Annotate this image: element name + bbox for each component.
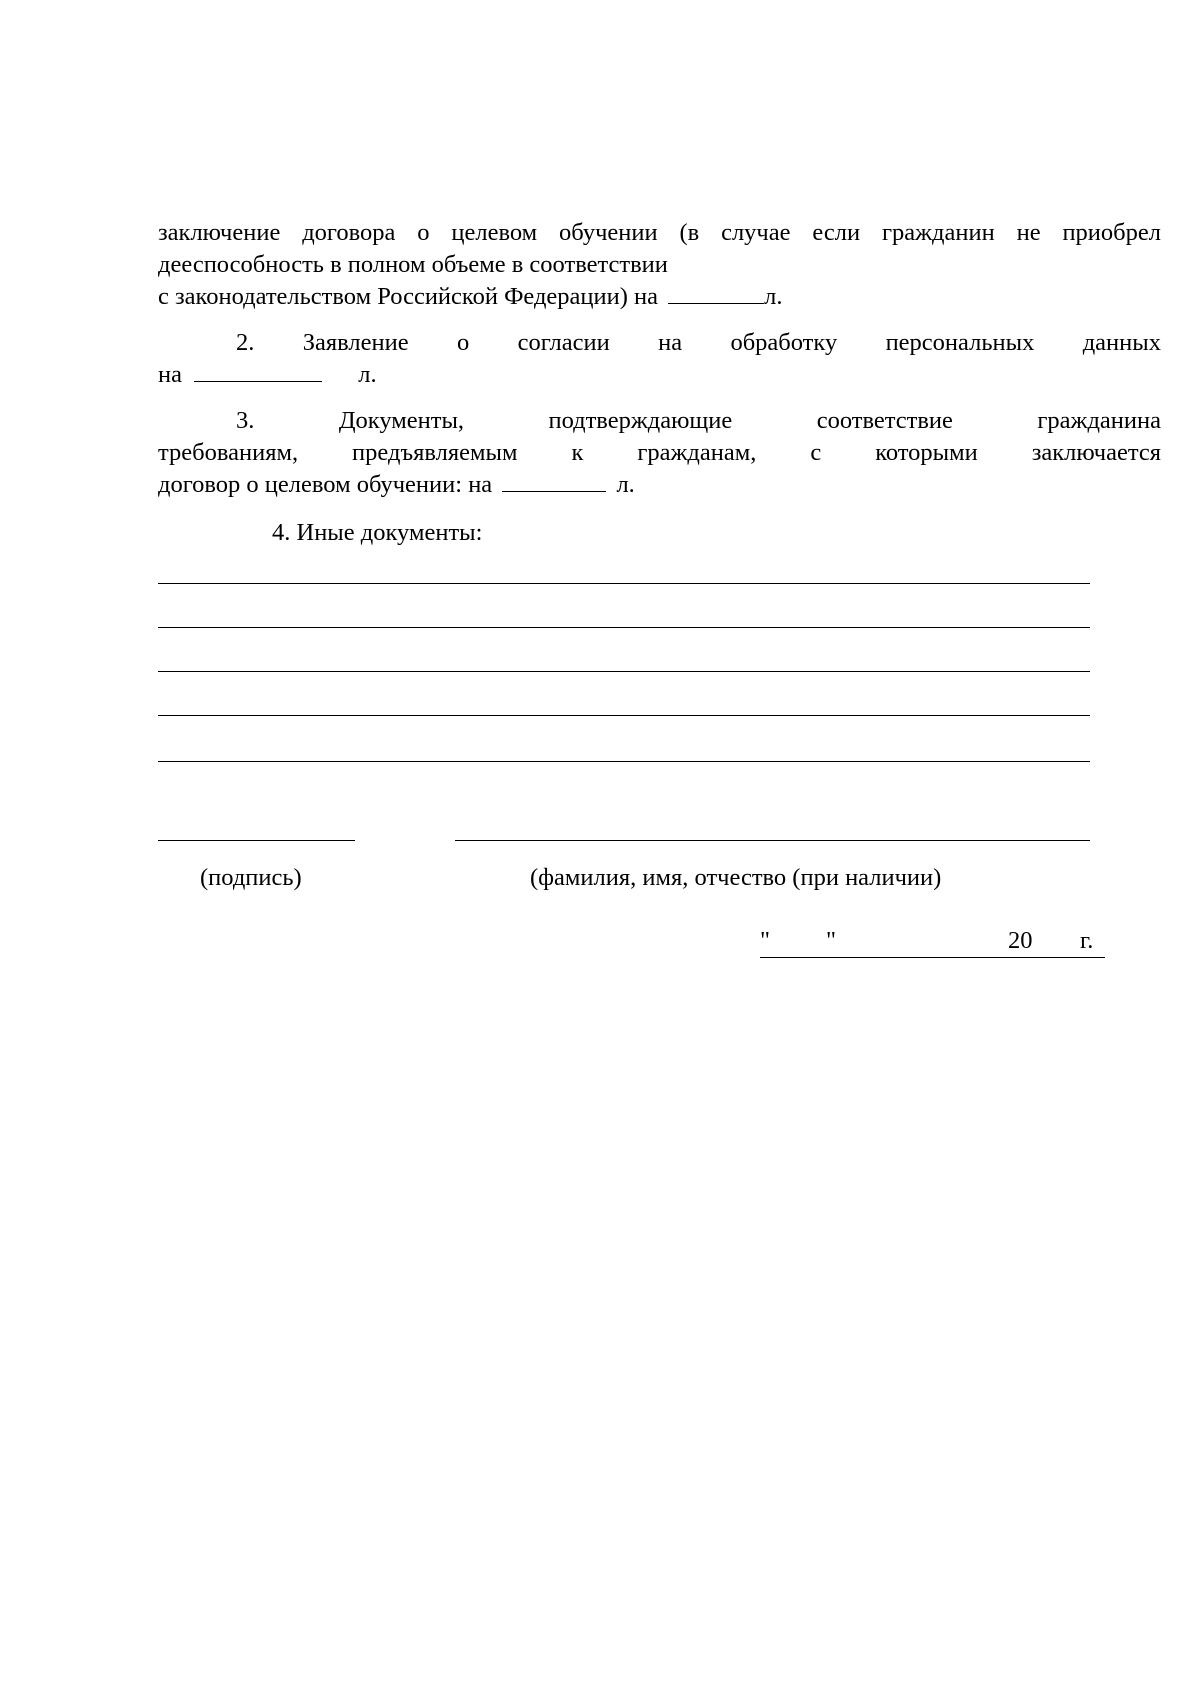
paragraph-1-line-2: дееспособность в полном объеме в соответствии [158,251,668,278]
item-4-label: 4. Иные документы: [272,519,483,546]
date-field[interactable] [760,925,1105,958]
other-documents-line-5[interactable] [158,761,1090,762]
paragraph-1-line-3-text: с законодательством Российской Федерации) на [158,283,659,310]
date-year-prefix: 20 [1008,927,1033,954]
signature-line[interactable] [158,840,355,841]
date-close-quote: " [826,927,837,954]
other-documents-line-3[interactable] [158,671,1090,672]
full-name-line[interactable] [455,840,1090,841]
item-3-line-3 [158,469,1161,501]
other-documents-line-4[interactable] [158,715,1090,716]
paragraph-1-sheets-field[interactable] [668,281,764,304]
item-2-text: Заявление о согласии на обработку персональных данных [302,329,1161,356]
item-3-line-1 [236,405,1161,437]
item-2-line-1 [236,327,1161,359]
item-2-number: 2. [236,329,255,356]
paragraph-1-line-1: заключение договора о целевом обучении (в случае если гражданин не приобрел [158,219,1161,246]
full-name-caption: (фамилия, имя, отчество (при наличии) [530,864,942,891]
item-2-sheets-field[interactable] [194,359,322,382]
paragraph-1-line-3 [158,281,1161,313]
item-3-unit: л. [616,471,635,498]
date-year-suffix: г. [1080,927,1094,954]
signature-caption: (подпись) [200,864,302,891]
item-3-text: Документы, подтверждающие соответствие гражданина [338,407,1161,434]
item-2-unit: л. [358,361,377,388]
paragraph-1-unit: л. [764,283,783,310]
item-3-line-3-text: договор о целевом обучении: на [158,471,493,498]
item-3-sheets-field[interactable] [502,469,606,492]
date-open-quote: " [760,927,771,954]
other-documents-line-2[interactable] [158,627,1090,628]
item-3-number: 3. [236,407,255,434]
item-3-line-2: требованиям, предъявляемым к гражданам, с которыми заключается [158,439,1161,466]
other-documents-line-1[interactable] [158,583,1090,584]
item-2-prefix: на [158,361,182,388]
item-2-line-2 [158,359,1161,391]
